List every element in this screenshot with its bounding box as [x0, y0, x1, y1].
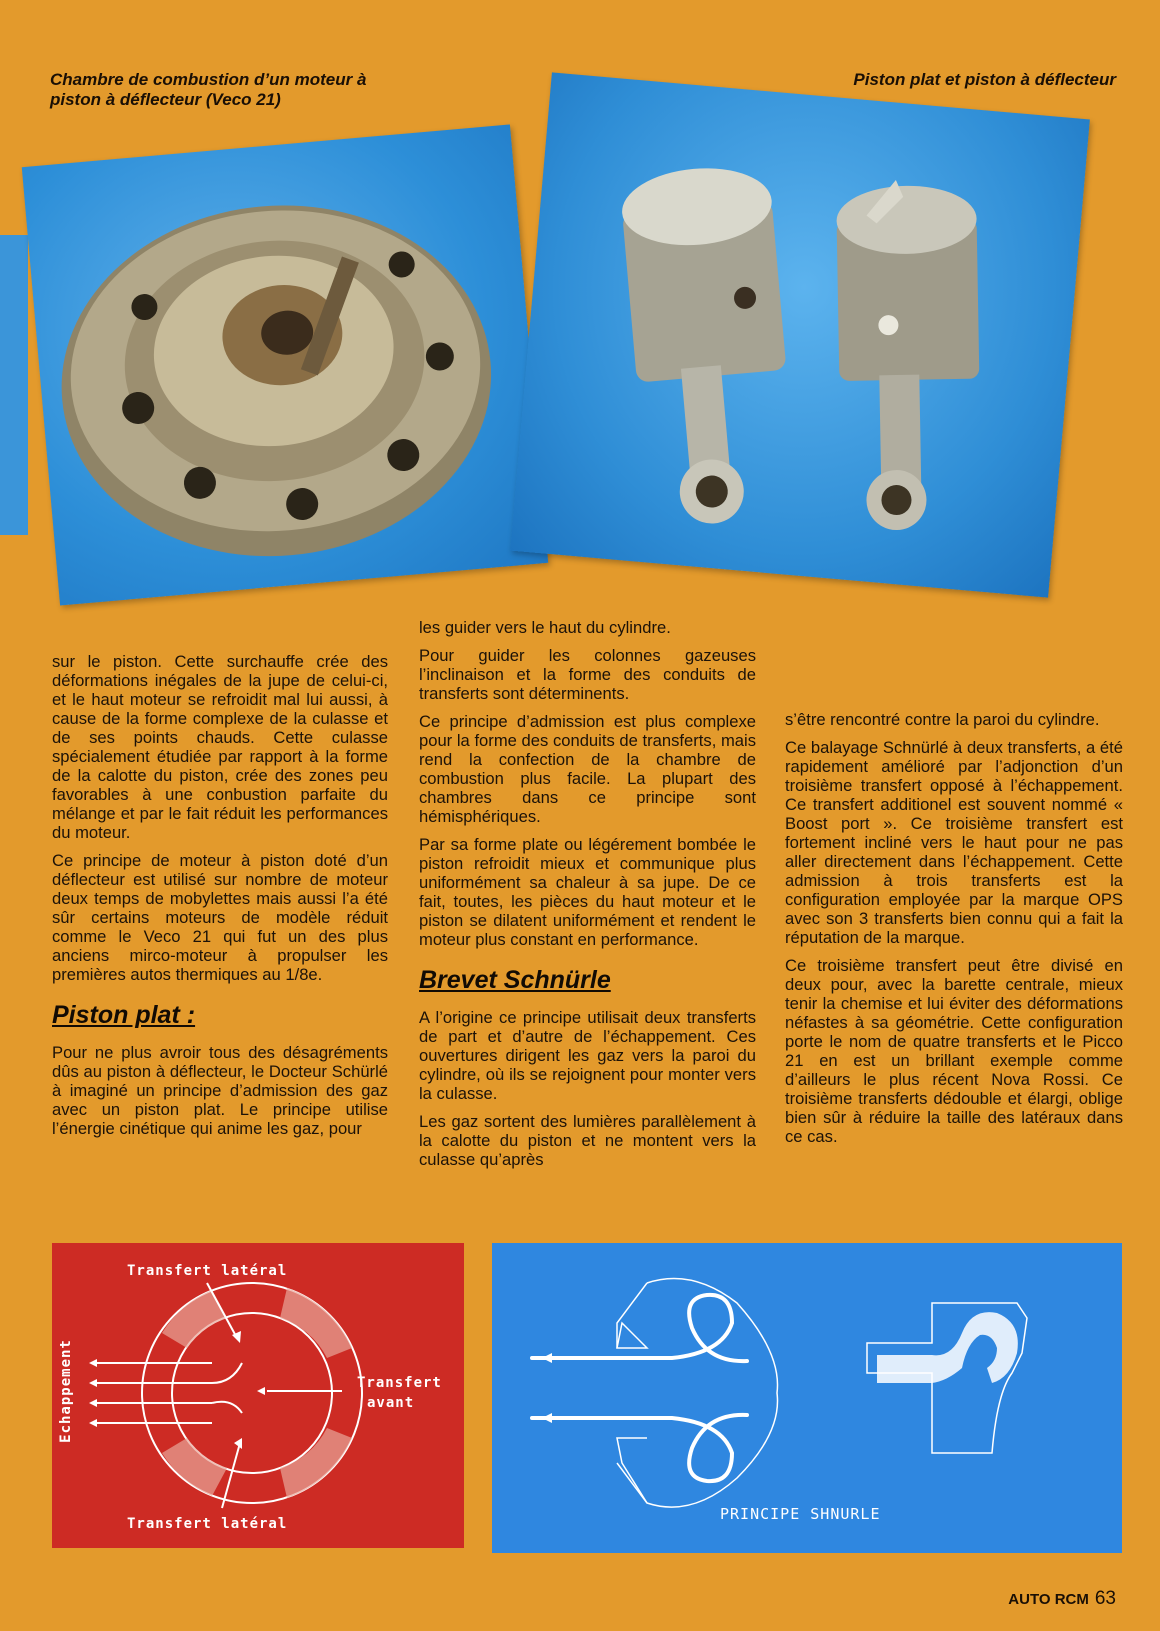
label-principe-shnurle: PRINCIPE SHNURLE	[720, 1505, 881, 1523]
paragraph: Pour ne plus avroir tous des désagréments dûs au piston à déflecteur, le Docteur Schürlé à imaginé un principe d’admission des gaz avec un piston plat. Le principe utilise l’énergie cinétique qui anime les gaz, pour	[52, 1043, 388, 1138]
section-heading-piston-plat: Piston plat :	[52, 1001, 196, 1029]
paragraph: Ce balayage Schnürlé à deux transferts, a été rapidement amélioré par l’adjonction d’un troisième transfert opposé à l’échappement. Ce transfert additionel est souvent nommé « Boost port ». Ce troisième transfert est fortement incliné vers le haut pour ne pas aller directement dans l’échappement. Cette admission à trois transferts est la configuration employée par la marque OPS avec son 3 transferts bien connu qui a fait la réputation de la marque.	[785, 738, 1123, 947]
paragraph: Ce troisième transfert peut être divisé en deux pour, avec la barette centrale, mieux tenir la chemise et lui éviter des déformations néfastes à sa géométrie. Cette configuration porte le nom de quatre transferts et le Picco 21 en est un brillant exemple comme d’ailleurs le plus récent Nova Rossi. Ce troisième transferts dédouble et élargi, oblige bien sûr à réduire la taille des latéraux dans ce cas.	[785, 956, 1123, 1146]
text-column-1	[52, 652, 388, 1147]
paragraph: Par sa forme plate ou légérement bombée le piston refroidit mieux et communique plus uniformément sa chaleur à sa jupe. De ce fait, toutes, les pièces du haut moteur et le piston se dilatent uniformément et rendent le moteur plus constant en performance.	[419, 835, 756, 949]
page-footer	[1008, 1588, 1116, 1610]
paragraph: s’être rencontré contre la paroi du cylindre.	[785, 710, 1100, 729]
photo-edge	[0, 235, 28, 535]
section-heading-brevet-schnurle: Brevet Schnürle	[419, 966, 611, 994]
text-column-2	[419, 618, 756, 1178]
page-number: 63	[1094, 1588, 1116, 1609]
label-transfert-lateral-bottom: Transfert latéral	[127, 1516, 288, 1532]
label-echappement: Echappement	[57, 1339, 74, 1443]
magazine-name: AUTO RCM	[1008, 1591, 1089, 1608]
photo-caption-left: Chambre de combustion d’un moteur à piston à déflecteur (Veco 21)	[50, 70, 367, 109]
label-transfert-lateral-top: Transfert latéral	[127, 1263, 288, 1279]
paragraph: Pour guider les colonnes gazeuses l’inclinaison et la forme des conduits de transferts sont déterminents.	[419, 646, 756, 703]
paragraph: sur le piston. Cette surchauffe crée des déformations inégales de la jupe de celui-ci, et le haut moteur se refroidit mal lui aussi, à cause de la forme complexe de la culasse et de ses points chauds. Cette culasse spécialement étudiée par rapport à la forme de la calotte du piston, crée des zones peu favorables à une conbustion parfaite du mélange et par le fait réduit les performances du moteur.	[52, 652, 388, 842]
deflector-piston	[836, 179, 982, 531]
label-transfert-avant-2: avant	[367, 1395, 415, 1411]
schnurle-diagram-blue	[492, 1243, 1122, 1553]
pistons-image	[510, 72, 1090, 597]
flat-piston	[619, 162, 799, 529]
cylinder-head-image	[22, 124, 548, 605]
photo-caption-right: Piston plat et piston à déflecteur	[853, 70, 1116, 89]
pistons-photo	[510, 72, 1090, 597]
combustion-chamber-photo	[22, 124, 548, 605]
label-transfert-avant-1: Transfert	[357, 1375, 442, 1391]
transfer-diagram-red	[52, 1243, 464, 1548]
paragraph: Ce principe d’admission est plus complexe pour la forme des conduits de transferts, mais rend la confection de la chambre de combustion plus facile. La plupart des chambres dans ce principe sont hémisphériques.	[419, 712, 756, 826]
paragraph: les guider vers le haut du cylindre.	[419, 618, 671, 637]
paragraph: Les gaz sortent des lumières parallèlement à la calotte du piston et ne montent vers la culasse qu’après	[419, 1112, 756, 1169]
paragraph: Ce principe de moteur à piston doté d’un déflecteur est utilisé sur nombre de moteur deux temps de mobylettes mais aussi l’a été sûr certains moteurs de modèle réduit comme le Veco 21 qui fut un des plus anciens mirco-moteur à propulser les premières autos thermiques au 1/8e.	[52, 851, 388, 984]
paragraph: A l’origine ce principe utilisait deux transferts de part et d’autre de l’échappement. Ces ouvertures dirigent les gaz vers la paroi du cylindre, où ils se rejoignent pour monter vers la culasse.	[419, 1008, 756, 1103]
text-column-3	[785, 710, 1123, 1155]
